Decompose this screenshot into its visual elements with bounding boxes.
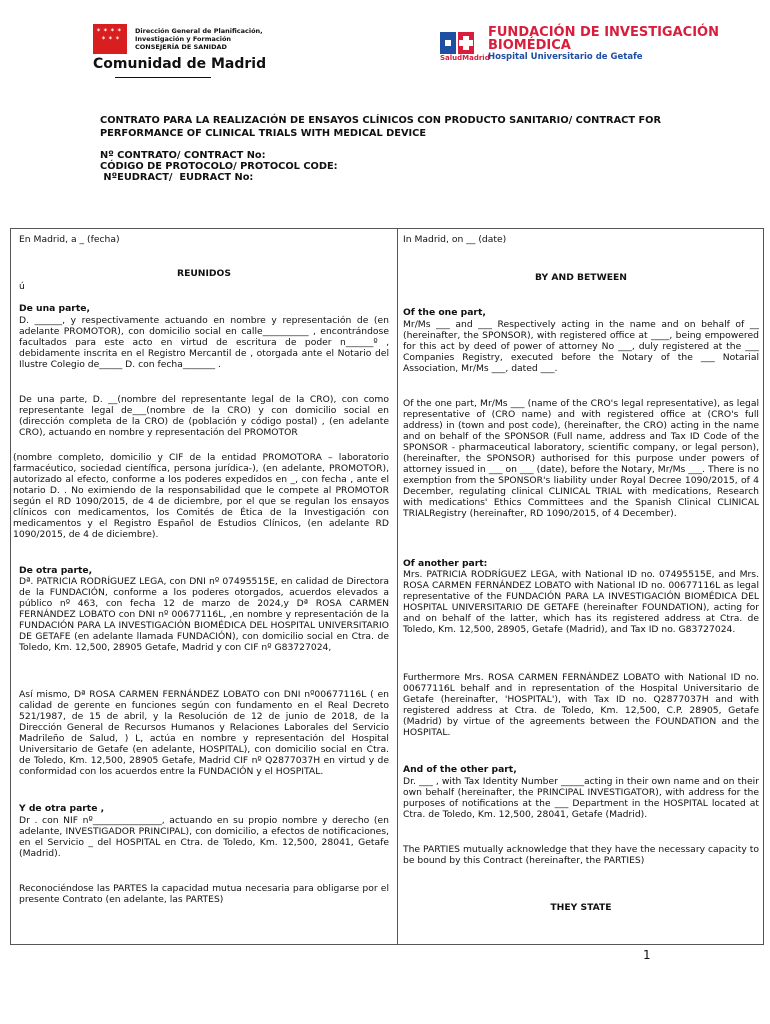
- clause-investigator-es: Dr . con NIF nº_______________, actuando en su propio nombre y derecho (en adelante, INVESTIGADOR PRINCIPAL), con domicilio, a efectos de notificaciones, en el Servicio _ del HOSPITAL en Ctra. de Toledo, Km. 12,500, 28041, Getafe (Madrid).: [19, 815, 389, 859]
- clause-sponsor-en: Mr/Ms ___ and ___ Respectively acting in the name and on behalf of __ (hereinafter, the SPONSOR), with registered office at ____, being empowered for this act by deed of power of attorney No ___, duly registered at the ___ Companies Registry, executed before the Notary of the ___ Notarial Association, Mr/Ms ___, dated ___.: [403, 319, 759, 374]
- hospital-cross-icon: [440, 30, 476, 56]
- heading-otra-parte: De otra parte,: [19, 565, 93, 576]
- clause-foundation-en: Mrs. PATRICIA RODRÍGUEZ LEGA, with National ID no. 07495515E, and Mrs. ROSA CARMEN FERNÁNDEZ LOBATO with National ID no. 00677116L as legal representative of the FUNDACIÓN PARA LA INVESTIGACIÓN BIOMÉDICA DEL HOSPITAL UNIVERSITARIO DE GETAFE (hereinafter FOUNDATION), acting for and on behalf of the latter, which has its registered address at Ctra. de Toledo, Km. 12,500, 28905, Getafe (Madrid), and Tax ID no. G83727024.: [403, 569, 759, 635]
- madrid-flag-icon: ✶ ✶ ✶ ✶ ✶ ✶ ✶: [93, 24, 127, 54]
- clause-cro-es: De una parte, D. __(nombre del representante legal de la CRO), con como representante legal de___(nombre de la CRO) y con domicilio social en (dirección completa de la CRO) de (población y código postal) , (en adelante CRO), actuando en nombre y representación del PROMOTOR: [19, 394, 389, 438]
- clause-investigator-en: Dr. ___ , with Tax Identity Number _____acting in their own name and on their own behalf (hereinafter, the PRINCIPAL INVESTIGATOR), with address for the purposes of notifications at the ___ Department in the HOSPITAL located at Ctra. de Toledo, Km. 12,500, 28041, Getafe (Madrid).: [403, 776, 759, 820]
- heading-they-state: THEY STATE: [550, 902, 612, 913]
- clause-hospital-en: Furthermore Mrs. ROSA CARMEN FERNÁNDEZ LOBATO with National ID no. 00677116L behalf and in representation of the Hospital Universitario de Getafe (hereinafter, 'HOSPITAL'), with Tax ID no. Q2877037H and with registered address at Ctra. de Toledo, Km. 12,500, C.P. 28905, Getafe (Madrid) by virtue of the agreements between the FOUNDATION and the HOSPITAL.: [403, 672, 759, 738]
- protocol-code: CÓDIGO DE PROTOCOLO/ PROTOCOL CODE:: [100, 161, 338, 172]
- contract-title: CONTRATO PARA LA REALIZACIÓN DE ENSAYOS CLÍNICOS CON PRODUCTO SANITARIO/ CONTRACT FOR PERFORMANCE OF CLINICAL TRIALS WITH MEDICAL DEVICE: [100, 115, 662, 139]
- heading-other-part: And of the other part,: [403, 764, 517, 775]
- heading-una-parte: De una parte,: [19, 303, 90, 314]
- clause-sponsor-details-es: (nombre completo, domicilio y CIF de la entidad PROMOTORA – laboratorio farmacéutico, sociedad científica, persona jurídica-), (en adelante, PROMOTOR), autorizado al efecto, conforme a los poderes expedidos en _, con fecha , ante el notario D. . No eximiendo de la responsabilidad que le compete al PROMOTOR según el RD 1090/2015, de 4 de diciembre, por el que se regulan los ensayos clínicos con medicamentos, los Comités de Ética de la Investigación con medicamentos y el Registro Español de Estudios Clínicos, (en adelante RD 1090/2015, de 4 de diciembre).: [13, 452, 389, 540]
- organization-name: Comunidad de Madrid: [93, 56, 267, 72]
- bilingual-table: [10, 228, 764, 945]
- contract-identifiers: [100, 150, 338, 183]
- clause-foundation-es: Dª. PATRICIA RODRÍGUEZ LEGA, con DNI nº 07495515E, en calidad de Directora de la FUNDACIÓN, conforme a los poderes otorgados, acuerdos elevados a público nº 463, con fecha 12 de marzo de 2024,y Dª ROSA CARMEN FERNÁNDEZ LOBATO con DNI nº 00677116L, ,en nombre y representación de la FUNDACIÓN PARA LA INVESTIGACIÓN BIOMÉDICA DEL HOSPITAL UNIVERSITARIO DE GETAFE (en adelante llamada FUNDACIÓN), con domicilio social en Ctra. de Toledo, Km. 12,500, 28905 Getafe, Madrid y con CIF nº G83727024,: [19, 576, 389, 653]
- column-divider: [397, 229, 398, 944]
- stray-char: ú: [19, 281, 25, 292]
- heading-otra-parte-2: Y de otra parte ,: [19, 803, 105, 814]
- clause-hospital-es: Así mismo, Dª ROSA CARMEN FERNÁNDEZ LOBATO con DNI nº00677116L ( en calidad de gerente en funciones según con fundamento en el Real Decreto 521/1987, de 15 de abril, y la Resolución de 12 de junio de 2018, de la Dirección General de Recursos Humanos y Relaciones Laborales del Servicio Madrileño de Salud, ) L, actúa en nombre y representación del Hospital Universitario de Getafe (en adelante, HOSPITAL), con domicilio social en Ctra. de Toledo, Km. 12,500, 28905 Getafe, Madrid CIF nº Q2877037H en virtud y de conformidad con los acuerdos entre la FUNDACIÓN y el HOSPITAL.: [19, 689, 389, 777]
- salud-madrid-label: SaludMadrid: [440, 54, 490, 62]
- foundation-name: FUNDACIÓN DE INVESTIGACIÓN BIOMÉDICA: [488, 25, 719, 53]
- heading-one-part: Of the one part,: [403, 307, 486, 318]
- clause-parties-es: Reconociéndose las PARTES la capacidad mutua necesaria para obligarse por el presente Contrato (en adelante, las PARTES): [19, 883, 389, 905]
- eudract-no: NºEUDRACT/ EUDRACT No:: [100, 172, 254, 183]
- heading-by-and-between: BY AND BETWEEN: [535, 272, 627, 283]
- foundation-logo: [440, 25, 719, 66]
- clause-cro-en: Of the one part, Mr/Ms ___ (name of the CRO's legal representative), as legal representative of (CRO name) and with registered office at (CRO's full address) in (town and post code), (hereinafter, the CRO) acting in the name and on behalf of the SPONSOR (Full name, address and Tax ID Code of the SPONSOR - pharmaceutical laboratory, scientific company, or legal person), (hereinafter, the SPONSOR) authorised for this purpose under powers of attorney issued in ___ on ___ (date), before the Notary, Mr/Ms ___. There is no exemption from the SPONSOR's liability under Royal Decree 1090/2015, of 4 December, regulating clinical CLINICAL TRIAL with medications, Research with medications' Ethics Committees and the Spanish Clinical CLINICAL TRIALRegistry (hereinafter, RD 1090/2015, of 4 December).: [403, 398, 759, 519]
- contract-no: Nº CONTRATO/ CONTRACT No:: [100, 150, 266, 161]
- hospital-name: Hospital Universitario de Getafe: [488, 52, 643, 62]
- department-name: Dirección General de Planificación, Investigación y Formación CONSEJERÍA DE SANIDAD: [135, 27, 263, 51]
- place-date-en: In Madrid, on __ (date): [403, 234, 507, 245]
- header-rule: [115, 77, 211, 78]
- heading-reunidos: REUNIDOS: [177, 268, 231, 279]
- heading-another-part: Of another part:: [403, 558, 488, 569]
- clause-sponsor-es: D. ______, y respectivamente actuando en nombre y representación de (en adelante PROMOTOR), con domicilio social en calle__________ , encontrándose facultados para este acto en virtud de escritura de poder n______º , debidamente inscrita en el Registro Mercantil de , otorgada ante el Notario del Ilustre Colegio de_____ D. con fecha_______ .: [19, 315, 389, 370]
- clause-parties-en: The PARTIES mutually acknowledge that they have the necessary capacity to be bound by this Contract (hereinafter, the PARTIES): [403, 844, 759, 866]
- page-number: 1: [643, 948, 651, 962]
- place-date-es: En Madrid, a _ (fecha): [19, 234, 120, 245]
